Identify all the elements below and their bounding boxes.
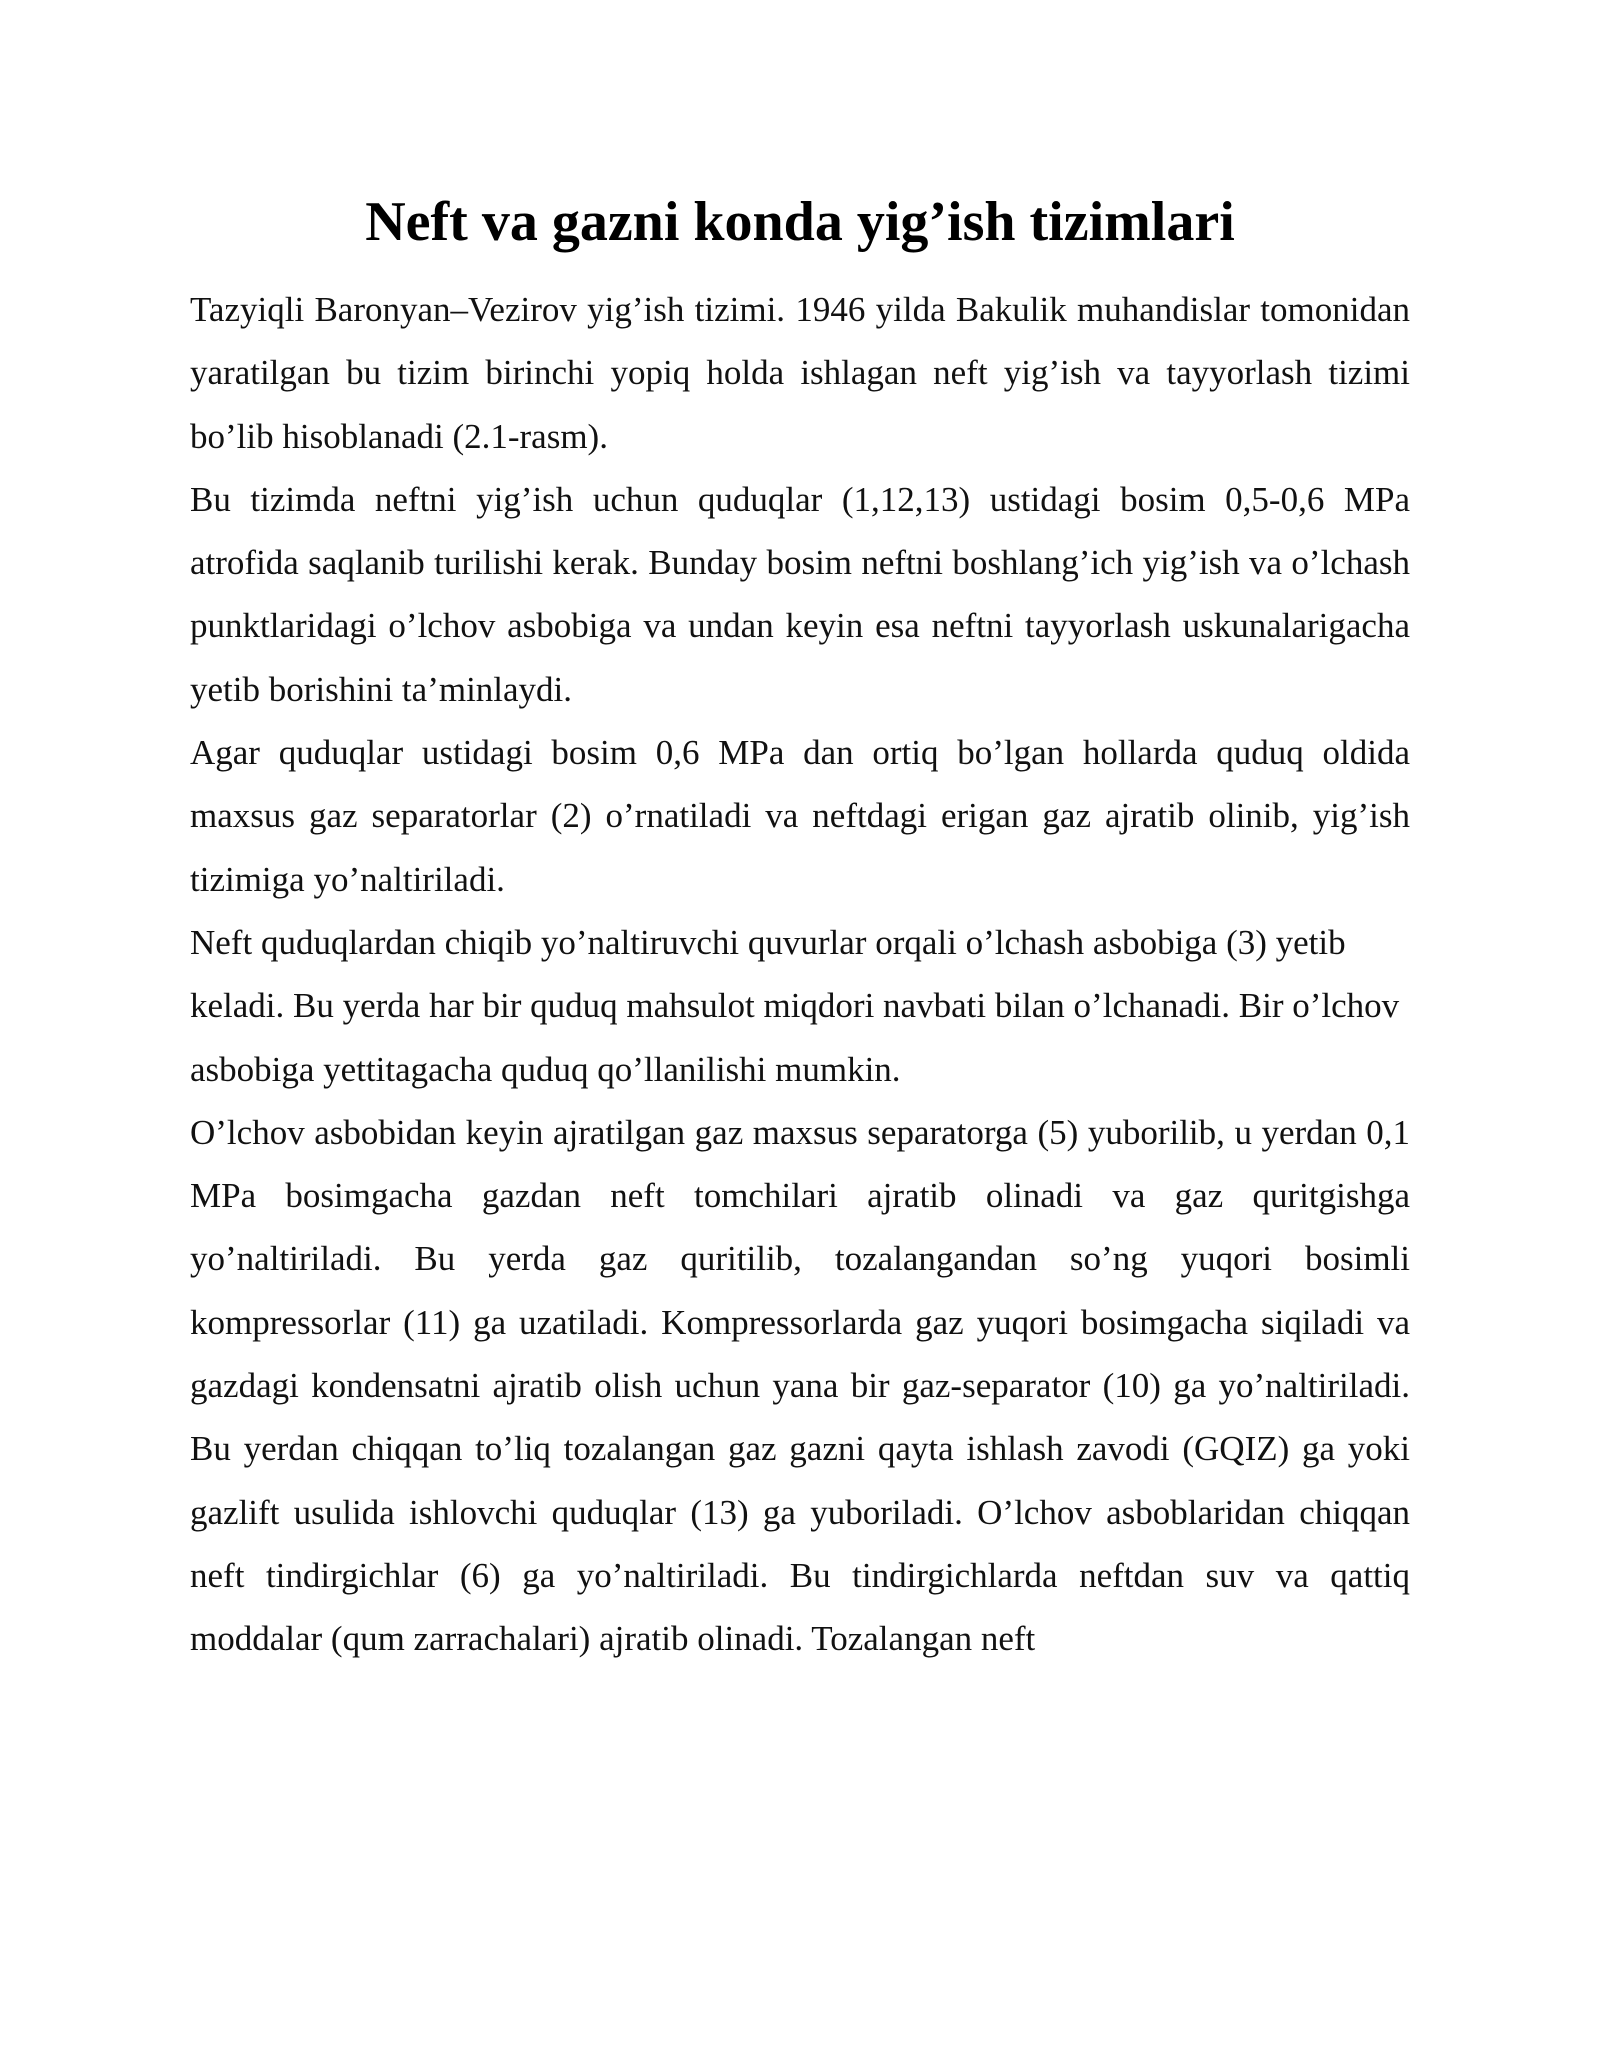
paragraph-intro: Tazyiqli Baronyan–Vezirov yig’ish tizimi. 1946 yilda Bakulik muhandislar tomonidan yaratilgan bu tizim birinchi yopiq holda ishlagan neft yig’ish va tayyorlash tizimi bo’lib hisoblanadi (2.1-rasm). <box>190 290 1410 456</box>
paragraph-measurement: Neft quduqlardan chiqib yo’naltiruvchi quvurlar orqali o’lchash asbobiga (3) yetib keladi. Bu yerda har bir quduq mahsulot miqdori navbati bilan o’lchanadi. Bir o’lchov asbobiga yettitagacha quduq qo’llanilishi mumkin. <box>190 922 1400 1089</box>
paragraph-separators: Agar quduqlar ustidagi bosim 0,6 MPa dan ortiq bo’lgan hollarda quduq oldida maxsus gaz separatorlar (2) o’rnatiladi va neftdagi erigan gaz ajratib olinib, yig’ish tizimiga yo’naltiriladi. <box>190 733 1410 899</box>
paragraph-pressure: Bu tizimda neftni yig’ish uchun quduqlar (1,12,13) ustidagi bosim 0,5-0,6 MPa atrofida saqlanib turilishi kerak. Bunday bosim neftni boshlang’ich yig’ish va o’lchash punktlaridagi o’lchov asbobiga va undan keyin esa neftni tayyorlash uskunalarigacha yetib borishini ta’minlaydi. <box>190 479 1410 709</box>
document-title: Neft va gazni konda yig’ish tizimlari <box>365 191 1235 253</box>
paragraph-gas-processing: O’lchov asbobidan keyin ajratilgan gaz maxsus separatorga (5) yuborilib, u yerdan 0,1 MPa bosimgacha gazdan neft tomchilari ajratib olinadi va gaz quritgishga yo’naltiriladi. Bu yerda gaz quritilib, tozalangandan so’ng yuqori bosimli kompressorlar (11) ga uzatiladi. Kompressorlarda gaz yuqori bosimgacha siqiladi va gazdagi kondensatni ajratib olish uchun yana bir gaz-separator (10) ga yo’naltiriladi. Bu yerdan chiqqan to’liq tozalangan gaz gazni qayta ishlash zavodi (GQIZ) ga yoki gazlift usulida ishlovchi quduqlar (13) ga yuboriladi. O’lchov asboblaridan chiqqan neft tindirgichlar (6) ga yo’naltiriladi. Bu tindirgichlarda neftdan suv va qattiq moddalar (qum zarrachalari) ajratib olinadi. Tozalangan neft <box>190 1112 1410 1659</box>
document-body <box>190 278 1410 1671</box>
